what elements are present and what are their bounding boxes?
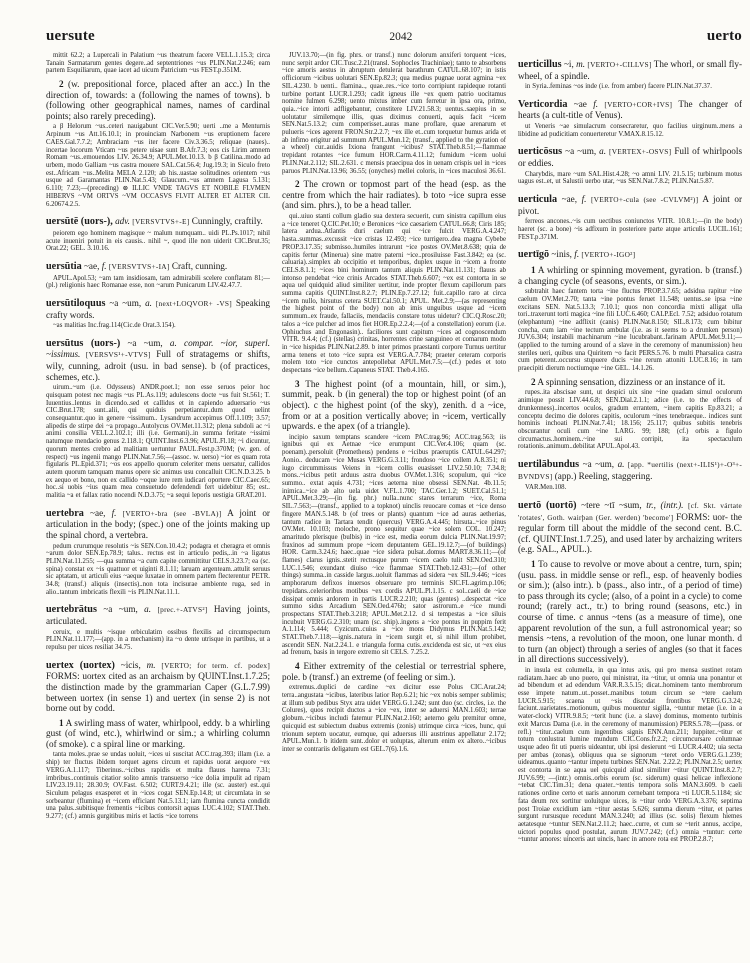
sense-text: (w. prepositional force, placed after an acc.) In the direction of, towards: a (following the names of towns). b (following other geographical names, names of cardinal points; also rarely preceding). bbox=[46, 79, 270, 121]
definition: Full of stratagems or shifts, wily, cunning, adroit (usu. in bad sense). b (of practices, schemes, etc.). bbox=[46, 349, 270, 382]
entry-verticordia bbox=[518, 99, 742, 121]
sense-paragraph bbox=[282, 379, 506, 432]
inflection: ~ae, bbox=[83, 260, 100, 271]
citation-paragraph: in insula est columella, in qua intus axis, qui pro mensa sustinet rotam radiatam..haec ab uno puero, qui ministrat, ita ~titur, ut omnia una ponantur et ad bibendum et ad edendum VAR.R.3.5.15; dicat..hominem tanto membrorum esse impete natum..ut..posset..manibus totum circum se ~tere caelum LUCR.5.915; scaena ut ~sis discedat frontibus VERG.G.3.24; faciunt..uarietates..motionum, quibus mouentur sigilla, ~tuntur metae (i.e. in a water-clock) VITR.9.8.5; ~terit hunc (i.e. a slave) dominus, momento turbinis exit Marcus Dama (i.e. in the ceremony of manumission) PERS.5.78;—(pass. or refl.) ~titur..caelum cum ingentibus signis ENN.Ann.211; Iuppiter..~titur et totum conlustrat lumine mundum CIC.Cons.fr.2.2; circumcursare columnae usque adeo fit uti pueris uideantur, ubi ipsi desierunt ~ti LUCR.4.402; uia secta per ambas (zonas), obliquus qua se signorum ~teret ordo VERG.G.1.239; uideamus..quanto ~tantur impetu turbines SEN.Nat. 2.22.2; PLIN.Nat.2.5; uertex est contorta in se aqua uel quicquid aliud similiter ~titur QUINT.Inst.8.2.7; JUV.6.99; —(intr.) omnis..orbis eorum (sc. siderum) quasi helicae inflexione ~tebat CIC.Tim.31; dena quater..~tentis tempora solis MAN.3.609. b caeli rationes ordine certo et uaris annorum cernebant tempora ~ti LUCR.5.1184; sic fata deum rex sortitur uoluitque uices, is ~titur ordo VERG.A.3.376; septima post Troiae excidium iam ~titur aestas 5.626; summa dierum ~titur, et partes surgunt rursusque recedunt MAN.3.240; ad illius (sc. solis) flexum hiemes aetatesque ~tuntur SEN.Nat.2.11.2; haec..curre, et cum se ~terit annus, accipe, uictori populus quod postulat, aurum JUV.7.242; (cf.) omnia ~tuntur: certe ~tuntur amores: uinceris aut uincis, haec in amore rota est PROP.2.8.7; bbox=[518, 666, 742, 844]
sense-paragraph bbox=[46, 718, 270, 750]
citation-paragraph: in Syria..feminas ~os inde (i.e. from amber) facere PLIN.Nat.37.37. bbox=[525, 83, 712, 91]
sense-paragraph bbox=[518, 559, 742, 665]
page-number: 2042 bbox=[389, 31, 413, 43]
headword: uertebra bbox=[46, 507, 84, 519]
definition: (app.) Reeling, staggering. bbox=[554, 470, 653, 481]
etymology: [VERTO+COR+IVS] bbox=[604, 99, 673, 109]
column-3 bbox=[518, 51, 742, 845]
definition: Full of whirlpools or eddies. bbox=[518, 146, 742, 169]
inflection: ~a ~um, bbox=[103, 604, 138, 615]
citation-paragraph: ~as malitias Inc.frag.114(Cic.de Orat.3.154). bbox=[53, 322, 176, 330]
entry-uerticula bbox=[518, 194, 742, 216]
part-of-speech: f. bbox=[593, 98, 599, 109]
inflection: ~a ~um, bbox=[127, 337, 163, 348]
definition: The whorl, or small fly-wheel, of a spindle. bbox=[518, 59, 742, 81]
citation-paragraph: uirum..~um (i.e. Odysseus) ANDR.poet.1; non esse seruos peior hoc quisquam potest nec magis ~us PL.As.119; adulescens docte ~us fuit St.561; T. Iuuentius..lentus in dicendo..sed et callidus et in capiendo aduersario ~us CIC.Brut.178; sunt..alii, qui quiduis perpetiantur..dum quod uelint consequantur..quo in genere ~issimum.. Lysandrum accepimus Off.1.109; 3.57; alipedis de stirpe dei ~a propago..Autolycus OV.Met.11.312; plena subdoli ac ~i animi consilia VELL.2.102.1; illi (i.e. Germani)..in summa feritate ~issimi natumque mendacio genus 2.118.1; QUINT.Inst.6.3.96; APUL.Fl.18; ~i dicuntur, quorum mentes crebro ad malitiam uertuntur PAUL.Fest.p.370M; (w. gen. of respect) ~us ingenii mango PLIN.Nat.7.56;—(assoc. w. uerso) ~ior es quam rota figularis PL.Epid.371; ~os eos appello quorum celeriter mens uersatur, callidos autem quorum tamquam manus opere sic animus usu concalluit CIC.N.D.3.25. b ex aequo et bono, non ex callido ~oque iure rem iudicari oportere CIC.Caec.65; hoc..si uobis ~ius quam mea consuetudo defendendi fert uidebitur 85; est.. malitia ~a et fallax ratio nocendi N.D.3.75; ~a sequi leporis uestigia GRAT.201. bbox=[46, 384, 270, 500]
inflection: ~a ~um, bbox=[109, 297, 142, 308]
headword: uertō (uortō) bbox=[518, 500, 577, 511]
etymology: [VERTO+-IGO²] bbox=[581, 250, 636, 260]
inflection: ~tere ~tī ~sum, bbox=[581, 500, 642, 510]
part-of-speech: a. bbox=[144, 604, 152, 615]
headword: uertilābundus bbox=[518, 459, 580, 471]
citation-paragraph: pedum crurumque resolutis ~is SEN.Con.10.4.2; podagra et cheragra et omnis ~arum dolor SEN.Ep.78.9; talus.. rectus est in articulo pedis,..in ~a ligatus PLIN.Nat.11.255; —qua summa ~a cum capite committitur CELS.3.23.7; ea (sc. spina) constat ex ~is quattuor et uiginti 8.1.11; laruam argenteam..attulit seruus sic aptatam, ut articuli eius ~aeque luxatae in omnem partem flecterentur PETR. 34.8; (transf.) aliquis (insectis)..non tota incisurae ambiente ruga, sed in alio..tantum imbricatis flexili ~is PLIN.Nat.11.1. bbox=[46, 542, 270, 596]
sense-number: 2 bbox=[531, 376, 536, 387]
part-of-speech: adv. bbox=[115, 216, 130, 227]
citation-paragraph: JUV.13.70;—(in fig. phrs. or transf.) nunc dolorum anxiferi torquent ~ices, nunc serpit ardor CIC.Tusc.2.21(transl. Sophocles Trachiniae); tanto te absorbens ~ice amoris aestus in abruptum detulerat barathrum CATUL.68.107; in istis officiorum ~icibus uolutari SEN.Ep.82.3; qua medius pugnae uorat agmina ~ex SIL.4.230. b uenti.. flamina.., quae..res..~ice torto corripiunt rapideque rotanti turbine portant LUCR.1.293; cadit igneus ille ~ex quem patrio uocitamus nomine fulmen 6.298; uento mixtus imber cum ferretur in ipsa ora, primo, quia..~ice intorti adfligebantur, constitere LIV.21.58.3; uentus..saepius in se uolutatur similemque illis, quas diximus conuerti, aquis facit ~icem SEN.Nat.5.13.2; cum comperisset..auras mane proflare, quae arenarum et pulueris ~ices agerent FRON.Str.2.2.7; ~ex ille et..cum torquetur humus arida et ab infimo erigitur ad summum APUL.Mun.12; (transf., applied to the gyration of a wheel) cur..auidis Ixiona frangunt ~icibus? STAT.Theb.8.51;—flammae trepidant rotantes ~ice fumum HOR.Carm.4.11.12; fumidum ~icem uolui PLIN.Nat.2.112; SIL.2.631. c mensis praecipua dos in uenam crispis uel in ~ices paruos PLIN.Nat.13.96; 36.55; (onyches) mellei coloris, in ~ices maculosi 36.61. bbox=[282, 52, 506, 175]
headword: uersūtiloquus bbox=[46, 297, 106, 309]
headword: uertīgō bbox=[518, 249, 550, 261]
citation-paragraph: rupes..ita abscisae sunt, ut despici uix sine ~ine quadam simul oculorum animique possit LIV.44.6.8; SEN.Dial.2.1.1; adice (i.e. to the effects of drunkenness)..incertos oculos, gradum errantem, ~inem capitis Ep.83.21; a conceptu decimo die dolores capitis, oculorum ~ines tenebraeque.. indices sunt hominis inchoati PLIN.Nat.7.41; 18.156; 25.117; quibus subitis tenebris obscurantur oculi cum ~ine LARG. 99; 188; (cf.) orbis a figulo circumactus..hominem..~ine sui corripit, ita spectaculum rotationis..animum..debilitat APUL.Apol.43. bbox=[518, 389, 742, 451]
etymology: [next+LOQVOR+ -VS] bbox=[155, 298, 232, 308]
citation-paragraph: ceruix, e multis ~isque orbiculatim ossibus flexilis ad circumspectum PLIN.Nat.11.177;—(app. in a mechanism) ita ~o dente utrisque in partibus, ut a repulsu per uices resiliat 34.75. bbox=[46, 628, 270, 652]
definition: Speaking crafty words. bbox=[46, 297, 270, 320]
entry-uertilabundus bbox=[518, 459, 742, 482]
etymology: [cf. Skt. vártate 'rotates', Goth. wairþan (Ger. werden) 'become'] bbox=[518, 501, 742, 522]
sense-paragraph bbox=[282, 661, 506, 682]
entry-uertigo bbox=[518, 249, 742, 261]
etymology: [VERSVS¹+-VTVS] bbox=[85, 350, 151, 360]
headword: Verticordia bbox=[518, 98, 568, 110]
inflection: ~icis, bbox=[120, 659, 141, 670]
inflection: ~ae, bbox=[90, 507, 106, 518]
column-1 bbox=[46, 51, 270, 845]
running-head bbox=[46, 28, 742, 45]
inflection: ~ae, bbox=[561, 194, 578, 205]
column-2 bbox=[282, 51, 506, 845]
entry-uersutus bbox=[46, 338, 270, 382]
entry-uersute bbox=[46, 216, 270, 228]
citation-paragraph: peiorem ego hominem magisque ~ malum numquam.. uidi PL.Ps.1017; nihil acute inueniri potuit in eis causis.. nihil ~, quod ille non uiderit CIC.Brut.35; Orat.22; GEL. 3.10.16. bbox=[46, 229, 270, 253]
citation-paragraph: subtrahit haec fantem torta ~ine fluctus PROP.3.7.65; adsidua rapitur ~ine caelum OV.Met.2.70; tanta ~ine pontus feruet 11.548; uentus..se ipsa ~ine excitans SEN. Nat.5.13.3; 7.10.1; quos non concordia mixti alligat ulla tori..traxerunt torti magica ~ine fili LUC.6.460; CALP.Ecl. 7.52; adsiduo rotatum (elephantum) ~ine adflixit (canis) PLIN.Nat.8.150; SIL.8.173; cum bibitur concha, cum iam ~ine tectum ambulat (i.e. as it seems to a drunken person) JUV.6.304; instabili machinarum ~ine lucubrabant..farinam APUL.Met.9.11;—(applied to the turning around of a slave in the ceremony of manumission) heu steriles ueri, quibus una Quiritem ~o facit PERS.5.76. b multi Pharsalica castra cum peterent..occursu stupuere ducis ~ine rerum attoniti LUC.8.16; in tam praecipiti dierum noctiumque ~ine GEL. 14.1.26. bbox=[518, 288, 742, 373]
part-of-speech: a. bbox=[145, 297, 152, 308]
headword: uertebrātus bbox=[46, 604, 97, 616]
citation-paragraph: incipio saxum temptans scandere ~icem PAC.trag.96; ACC.trag.563; iis ignibus qui ex Aetnae ~ice erumpunt CIC.Ver.4.106; quam (sc. poenam)..persoluit (Prometheus) pendens e ~icibus praeruptis CATUL.64.297; Aonio.. deducam ~ice Musas VERG.G.3.11; frondoso ~ice collem A.8.351; ni iugo circummissus Veiens in ~icem collis euasisset LIV.2.50.10; 7.34.8; mons..~icibus petit arduus astra duobus OV.Met.1.316; scopulum, qui ~ice summo.. extat aquis 4.731; ~ices aeterna niue obsessi SEN.Nat. 4b.11.5; inimica..~ice ab alto uela uidet V.FL.1.700; TAC.Ger.1.2; SUET.Cal.51.1; APUL.Met.3.29;—(in fig. phr.) nulla..nunc stares terrarum ~ice, Roma SIL.7.563;—(transf., applied to a topknot) uinclis reuocare comas et ~ice denso fingere MAN.5.148. b (of trees or plants) quantum ~ice ad auras aetherias, tantum radice in Tartara tendit (quercus) VERG.A.4.445; hirsuta..~ice pinus OV.Met. 10.103; moloche, prono sequitur quae ~ice solem COL. 10.247; amaritudo plerisque (bulbis) in ~ice est, media eorum dulcia PLIN.Nat.19.97; fraxinos ad summum prope ~icem deputantem GEL.19.12.7;—(of buildings) HOR. Carm.3.24.6; haec..quae ~ice sidera pulsat..domus MART.8.36.11;—(of flames) clarus ignis..stetit rectusque purum ~icem caelo tulit SEN.Oed.310; LUC.1.546; exundant diuiso ~ice flammae STAT.Theb.12.431;—(of other things) summa..in casside largus..uoluit flammas ad sidera ~ex SIL.9.446; ~ices amphorarum defixos inuersos obseruare pro terminis SIC.FL.agrim.p.106; trepidans..celerioribus motibus ~ex cordis APUL.Pl.1.15. c sol..caeli de ~ice dissipat omnis ardorem in partis LUCR.2.210; quas (gentes) ..despectat ~ice summo sidus Arcadium SEN.Oed.476b; sator astrorum..e ~ice mundi prospectans STAT.Theb.3.218; APUL.Met.2.12. d si tempestas a ~ice siluis incubuit VERG.G.2.310; unam (sc. ship)..ingens a ~ice pontus in puppim ferit A.1.114; 5.444; Cyzicum..cuius a ~ice mons Didymus PLIN.Nat.5.142; STAT.Theb.7.118;—ignis..natura in ~icem surgit et, si nihil illum prohibet, ascendit SEN. Nat.2.24.1. e triangula forma cutis..excidenda est sic, ut ~ex eius ad frenum, basis in tergore extremo sit CELS. 7.25.2. bbox=[282, 433, 506, 657]
guide-word-right: uerto bbox=[706, 28, 742, 44]
definition: A joint or articulation in the body; (spec.) one of the joints making up the spinal chord, a vertebra. bbox=[46, 507, 270, 540]
entry-uerticosus bbox=[518, 146, 742, 168]
part-of-speech: f. bbox=[101, 260, 107, 271]
citation-paragraph: VAR.Men.108. bbox=[525, 484, 567, 492]
inflection: ~i, bbox=[563, 59, 574, 69]
headword: uertex (uortex) bbox=[46, 659, 115, 671]
etymology: [VERTEX+-OSVS] bbox=[609, 147, 672, 157]
sense-number: 4 bbox=[295, 661, 300, 672]
headword: uersūtus (uors-) bbox=[46, 337, 121, 349]
headword: uerticula bbox=[518, 194, 558, 206]
entry-uersutia bbox=[46, 261, 270, 273]
sense-text: To cause to revolve or move about a centre, turn, spin; (usu. pass. in middle sense or refl., esp. of heavenly bodies or sim.); (also intr.). b (pass., also intr., of a period of time) to pass through its cycle; (also, of a point in a cycle) to come round; (rarely act., tr.) to bring round (seasons, etc.) in course of time. c annus ~tens (as a measure of time), one apparent revolution of the sun, a full astronomical year; so mensis ~tens, a revolution of the moon, one lunar month. d to turn (an object) through a series of angles (so that it faces in all directions successively). bbox=[518, 558, 742, 665]
citation-paragraph: ut Veneris ~ae simulacrum consecraretur, quo facilius uirginum..mens a libidine ad pudicitiam conuerteretur V.MAX.8.15.12. bbox=[518, 123, 742, 138]
definition: Cunningly, craftily. bbox=[191, 216, 263, 227]
definition: A joint or pivot. bbox=[518, 194, 742, 216]
sense-text: The highest point (of a mountain, hill, or sim.), summit, peak. b (in general) the top or highest point (of an object). c the highest point (of the sky), zenith. d a ~ice, from or at a position vertically above; in ~icem, vertically upwards. e the apex (of a triangle). bbox=[282, 378, 506, 432]
headword: uersūtia bbox=[46, 260, 82, 272]
inflection: ~a ~um, bbox=[565, 146, 597, 157]
part-of-speech: f. bbox=[581, 194, 587, 205]
entry-uersutiloquus bbox=[46, 298, 270, 320]
etymology: [VERSVTVS+-IA] bbox=[108, 261, 170, 271]
sense-text: A whirling or spinning movement, gyration. b (transf.) a changing cycle (of seasons, events, or sim.). bbox=[518, 264, 742, 286]
part-of-speech: m. bbox=[146, 659, 156, 670]
citation-paragraph: extremus..duplici de cardine ~ex dicitur esse Polus CIC.Arat.24; terra..angustata ~icibus, lateribus latior Rep.6.21; hic ~ex nobis semper sublimis; at illum sub pedibus Styx atra uidet VERG.G.1.242; sunt duo (sc. circles, i.e. the Colures), quos recipit ductos a ~ice ~ex, inter se aduersi MAN.1.603; terrae globum..~icibus includi fatemur PLIN.Nat.2.160; aeterno gelu premitur omne, quicquid est subiectum duabus extremis (zonis) utrimque circa ~ices, hunc, qui trionum septem uocatur, eumque, qui aduersus illi austrinus appellatur 2.172; APUL.Mun.1. b itidem sunt..dolor et uoluptas, alterum enim ex altero..~icibus inter se contrariis deligatum est GEL.7(6).1.6. bbox=[282, 684, 506, 753]
part-of-speech: m. bbox=[576, 59, 586, 69]
etymology: [prec.+-ATVS²] bbox=[157, 605, 208, 615]
sense-paragraph bbox=[46, 79, 270, 121]
etymology: [app. *uertilis (next+-ILIS¹)+-O³+-BVNDVS] bbox=[518, 460, 742, 481]
sense-number: 2 bbox=[295, 179, 300, 190]
sense-paragraph bbox=[518, 265, 742, 286]
sense-text: The crown or topmost part of the head (esp. as the centre from which the hair radiates). b toto ~ice supra esse (and sim. phrs.), to be a head taller. bbox=[282, 179, 506, 211]
sense-text: Either extremity of the celestial or terrestrial sphere, pole. b (transf.) an extreme (of feeling or sim.). bbox=[282, 661, 506, 682]
citation-paragraph: tanta moles..prae se undas uoluit, ~ices ui suscitat ACC.trag.393; illam (i.e. a ship) ter fluctus ibidem torquet agens circum et rapidus uorat aequore ~ex VERG.A.1.117; Tiberinus..~icibus rapidis et multa flauus harena 7.31; imbribus..continuis citatior solito amnis transuerso ~ice dolia impulit ad ripam LIV.23.19.11; 28.30.9; OV.Fast. 6.502; CURT.9.4.21; ille (sc. auster) est..qui Siculum pelagus exasperet et in ~ices cogat SEN.Ep.14.8; ut circumlata in se sorbeantur (flumina) et ~icem efficiant Nat.5.13.1; iam flumina cuncta condidit una palus..subitisque frementis ~icibus contorsit aquas LUC.4.102; STAT.Theb. 9.277; (cf.) amnis gurgitibus miris et lactis ~ice torrens bbox=[46, 751, 270, 821]
part-of-speech: f. bbox=[574, 249, 580, 260]
part-of-speech: a. bbox=[617, 459, 625, 470]
entry-uerto bbox=[518, 500, 742, 555]
etymology: [VERTO+-bra (see -BVLA)] bbox=[122, 508, 222, 518]
entry-uertex bbox=[46, 660, 270, 714]
citation-paragraph: mittit 62.2; a Lupercali in Palatium ~us theatrum facere VELL.1.15.3; circa Tanain Sarmatarum gentes degere..ad septentriones ~us PLIN.Nat.2.246; eam partem Esquiliarum, quae iacet ad uicum Patricium ~us FEST.p.351M. bbox=[46, 52, 270, 75]
part-of-speech: a. compar. ~ior, superl. ~issimus. bbox=[46, 337, 270, 360]
definition: FORMS: uortex cited as an archaism by QUINT.Inst.1.7.25; the distinction made by the grammarian Caper (G.L.7.99) between uortex (in sense 1) and uertex (in sense 2) is not borne out by codd. bbox=[46, 671, 270, 714]
entry-uertebratus bbox=[46, 604, 270, 626]
entry-uerticillus bbox=[518, 59, 742, 81]
etymology: [VERSVTVS+-E] bbox=[132, 217, 190, 227]
definition: The changer of hearts (a cult-title of Venus). bbox=[518, 98, 742, 121]
definition: Having joints, articulated. bbox=[46, 604, 270, 627]
headword: uerticōsus bbox=[518, 146, 563, 158]
part-of-speech: a. bbox=[599, 146, 607, 157]
inflection: ~a ~um, bbox=[582, 459, 615, 470]
text-columns bbox=[46, 51, 742, 845]
entry-uertebra bbox=[46, 508, 270, 541]
sense-number: 2 bbox=[59, 79, 64, 90]
part-of-speech: f. bbox=[111, 507, 117, 518]
inflection: ~inis, bbox=[551, 249, 572, 260]
citation-paragraph: qui..uiuo stanti collum gladio sua dextera secuerit, cum sinistra capillum eius a ~ice teneret Q.CIC.Pet.10; e Beronices ~ice caesariem CATUL.66.8; Ciris 185; latera ardua..Atlantis duri caelum qui ~ice fulcit VERG.A.4.247; hasta..summas..excussit ~ice cristas 12.493; ~ice turrigero..dea magna Cybebe PROP.3.17.35; submisso..humiles intrarunt ~ice postes OV.Met.8.638; quia de capitis fertur (Minerua) sine matre paterni ~ice..prosiluisse Fast.3.842; ea (sc. caluaria)..simplex ab occipitio et temporibus, duplex usque in ~icem a fronte CELS.8.1.1; ~ices bini hominum tantum aliquis PLIN.Nat.11.131; flauus ab intonso pendebat ~ice crinis Arcados STAT.Theb.6.607; ~ex est contorta in se aqua uel quidquid aliud similiter uertitur, inde propter flexum capillorum pars summa capitis QUINT.Inst.8.2.7; PLIN.Ep.7.27.12; fuit..capillo raro at circa ~icem nullo, hirsutus cetera SUET.Cal.50.1; APUL. Met.2.9;—(as representing the highest point of the body) non ab imis unguibus usque ad ~icem summum..ex fraude, fallaciis, mendaciis constare totus uidetur? CIC.Q.Rosc.20; talos a ~ice pulcher ad imos fiet HOR.Ep.2.2.4;—(of a constellation) eorum (i.e. Ophiuchus and Engonasin).. faciliores sunt capitum ~ices ad cognoscendum VITR. 9.4.4; (cf.) (stellas) crinitas, horrentes crine sanguineo et comarum modo in ~ice hispidas PLIN.Nat.2.89. b inter primos praestanti corpore Turnus uertitur arma tenens et toto ~ice supra est VERG.A.7.784; praeter ceteram corporis molem toto ~ice cunctos antepollebat APUL.Met.7.5;—(cf.) pedes et toto despectans ~ice bellum..Capaneus STAT. Theb.4.165. bbox=[282, 213, 506, 375]
sense-paragraph bbox=[282, 179, 506, 211]
sense-number: 3 bbox=[295, 378, 300, 389]
part-of-speech: tr., (intr.). bbox=[646, 500, 684, 510]
sense-text: A swirling mass of water, whirlpool, eddy. b a whirling gust (of wind, etc.), whirlwind or sim.; a whirling column (of smoke). c a spiral line or marking. bbox=[46, 717, 270, 749]
definition: Craft, cunning. bbox=[171, 260, 228, 271]
sense-paragraph bbox=[518, 377, 742, 388]
headword: uersūtē (uors-), bbox=[46, 216, 113, 228]
citation-paragraph: Charybdis, mare ~um SAL.Hist.4.28; ~o amni LIV. 21.5.15; turbinum motus uagus est..et, ut Salustii uerbo utar, ~us SEN.Nat.7.8.2; PLIN.Nat.5.87. bbox=[518, 170, 742, 186]
headword: uerticillus bbox=[518, 59, 562, 70]
citation-paragraph: APUL.Apol.53; ~am tam insidiosam, tam admirabili scelere conflatam 81;—(pl.) religionis haec Romanae esse, non ~arum Punicarum LIV.42.47.7. bbox=[46, 274, 270, 290]
citation-paragraph: a β Helorum ~us..ceteri nauigabunt CIC.Ver.5.90; uerti ..me a Menturnis Arpinum ~us Att.16.10.1; in prouinciam Narbonem ~us eruptionem facere CAES.Gal.7.7.2; Ambraciam ~us iter facere Civ.3.36.5; reliquae (naues).. incertae locorum Vticam ~us petere uisae sunt B.Afr.7.3; eos cis Lirim amnem Romam ~us..emouendos LIV. 26.34.9; APUL.Met.10.13. b β Catilina..modo ad urbem, modo Galliam ~us castra mouere SAL.Cat.56.4; Jug.19.3; in Siculo freto est..Africam ~us..Melita MELA 2.120; ab his..uastae solitudines orientem ~us usque ad Garamantas PLIN.Nat.5.43; Glaucum..~us amnem Lagusa 5.131; 6.110; 7.23;—(preceding) ⊗ ILLIC VNDE TAGVS ET NOBILE FLVMEN HIBERVS ~VM ORTVS ~VM OCCASVS FLVIT ALTER ET ALTER CIL 6.20674.2.5. bbox=[46, 123, 270, 208]
citation-paragraph: ferreos ancones..~is cum uectibus coniunctos VITR. 10.8.1;—(in the body) haeret (sc. a bone) ~is adfixum in posteriore parte atque articulis LUCIL.161; FEST.p.371M. bbox=[518, 218, 742, 241]
sense-number: 1 bbox=[531, 264, 536, 275]
guide-word-left: uersute bbox=[46, 28, 95, 44]
etymology: [VERTO+-CILLVS] bbox=[587, 60, 652, 69]
sense-number: 1 bbox=[531, 558, 536, 569]
definition: FORMS: uor- the regular form till about the middle of the second cent. B.C. (cf. QUINT.Inst.1.7.25), and used later by archaizing writers (e.g. SAL., APUL.). bbox=[518, 511, 742, 555]
inflection: ~ae bbox=[573, 98, 587, 109]
etymology: [VERTO; for term. cf. podex] bbox=[161, 660, 270, 670]
sense-text: A spinning sensation, dizziness or an instance of it. bbox=[537, 376, 726, 387]
etymology: [VERTO+-cula (see -CVLVM²)] bbox=[590, 195, 699, 205]
sense-number: 1 bbox=[59, 717, 64, 728]
